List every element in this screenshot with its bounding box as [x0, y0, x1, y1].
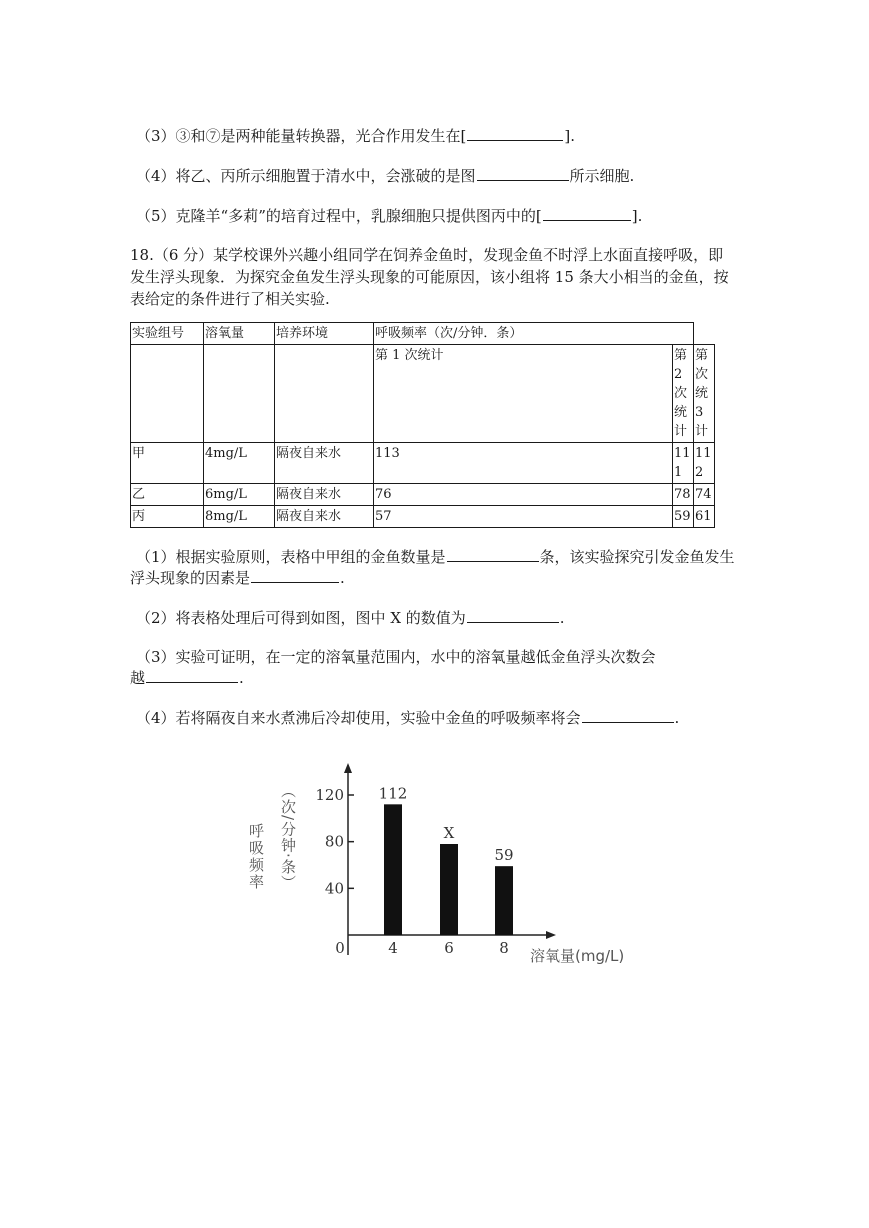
- x-tick-label: 8: [499, 939, 509, 957]
- y-tick-label: 40: [324, 879, 344, 898]
- header-oxygen-continued: [204, 345, 275, 443]
- cell-oxygen: 8mg/L: [204, 506, 275, 528]
- answer-blank[interactable]: [467, 608, 559, 623]
- q17-part4-text: （4）将乙、丙所示细胞置于清水中，会涨破的是图: [136, 167, 476, 185]
- q18-sub4-end: .: [674, 709, 680, 727]
- header-env-continued: [275, 345, 374, 443]
- q18-sub3-end: .: [239, 669, 244, 687]
- respiration-bar-chart: [247, 755, 670, 975]
- q17-part3-text: （3）③和⑦是两种能量转换器，光合作用发生在[: [136, 127, 467, 145]
- cell-stat-1: 57: [374, 506, 673, 528]
- cell-group: 乙: [131, 484, 204, 506]
- q18-sub3-text-b: 越: [130, 669, 146, 687]
- experiment-table: [130, 322, 715, 528]
- q18-sub4-text: （4）若将隔夜自来水煮沸后冷却使用，实验中金鱼的呼吸频率将会: [136, 709, 581, 727]
- cell-stat-3: 11 2: [694, 443, 715, 484]
- q17-part3-end: ].: [564, 127, 576, 145]
- q18-sub1-text: （1）根据实验原则，表格中甲组的金鱼数量是: [136, 548, 446, 566]
- q18-stem-line2: 发生浮头现象．为探究金鱼发生浮头现象的可能原因，该小组将 15 条大小相当的金鱼，按: [130, 268, 729, 286]
- header-group: 实验组号: [131, 323, 204, 345]
- q17-part4-end: 所示细胞.: [569, 167, 635, 185]
- answer-blank[interactable]: [447, 547, 539, 562]
- bar-6: [440, 844, 458, 935]
- data-label: X: [443, 824, 455, 842]
- q17-part3: [136, 125, 575, 146]
- header-environment: 培养环境: [275, 323, 374, 345]
- q18-sub1-text-b: 条，该实验探究引发金鱼发生: [539, 548, 735, 566]
- answer-blank[interactable]: [543, 206, 631, 221]
- y-axis-title: 呼吸频率: [247, 823, 265, 891]
- cell-oxygen: 4mg/L: [204, 443, 275, 484]
- cell-stat-1: 113: [374, 443, 673, 484]
- y-axis-arrow-icon: [344, 763, 352, 773]
- q18-sub2: [136, 607, 565, 628]
- q18-sub3-line1: （3）实验可证明，在一定的溶氧量范围内，水中的溶氧量越低金鱼浮头次数会: [136, 648, 656, 666]
- q18-sub2-text: （2）将表格处理后可得到如图，图中 X 的数值为: [136, 609, 466, 627]
- q18-sub4: [136, 707, 679, 728]
- q17-part4: [136, 165, 634, 186]
- cell-stat-1: 76: [374, 484, 673, 506]
- bar-8: [495, 866, 513, 935]
- header-empty-cell: [694, 323, 715, 345]
- origin-label: 0: [335, 939, 345, 957]
- table-row: [131, 484, 715, 506]
- q18-sub1-end: .: [340, 569, 345, 587]
- x-tick-label: 6: [444, 939, 454, 957]
- q17-part5: [136, 205, 642, 226]
- header-stat-2: 第 2 次 统 计: [673, 345, 694, 443]
- answer-blank[interactable]: [467, 126, 563, 141]
- cell-env: 隔夜自来水: [275, 506, 374, 528]
- x-axis-label: 溶氧量(mg/L): [530, 947, 625, 965]
- y-tick-label: 120: [315, 786, 344, 804]
- table-row: [131, 506, 715, 528]
- answer-blank[interactable]: [477, 166, 569, 181]
- data-label: 112: [378, 784, 408, 803]
- cell-env: 隔夜自来水: [275, 443, 374, 484]
- cell-oxygen: 6mg/L: [204, 484, 275, 506]
- cell-stat-2: 11 1: [673, 443, 694, 484]
- data-label: 59: [494, 846, 514, 865]
- y-tick-label: 80: [324, 832, 344, 851]
- header-stat-3: 第 次 统 3 计: [694, 345, 715, 443]
- header-oxygen: 溶氧量: [204, 323, 275, 345]
- q17-part5-end: ].: [631, 207, 643, 225]
- answer-blank[interactable]: [582, 708, 674, 723]
- cell-stat-3: 61: [694, 506, 715, 528]
- cell-group: 丙: [131, 506, 204, 528]
- bar-4: [384, 804, 402, 935]
- answer-blank[interactable]: [251, 568, 339, 583]
- q18-sub1-text-c: 浮头现象的因素是: [130, 569, 251, 587]
- cell-stat-2: 78: [673, 484, 694, 506]
- header-stat-1: 第 1 次统计: [374, 345, 673, 443]
- answer-blank[interactable]: [146, 668, 238, 683]
- q17-part5-text: （5）克隆羊“多莉”的培育过程中，乳腺细胞只提供图丙中的[: [136, 207, 542, 225]
- q18-sub1-line2: [130, 567, 345, 588]
- cell-group: 甲: [131, 443, 204, 484]
- y-axis-unit: （次/分钟·条）: [279, 783, 297, 891]
- header-respiration-rate: 呼吸频率（次/分钟．条）: [374, 323, 694, 345]
- cell-env: 隔夜自来水: [275, 484, 374, 506]
- cell-stat-3: 74: [694, 484, 715, 506]
- x-tick-label: 4: [388, 939, 398, 957]
- q18-sub1-line1: [136, 546, 735, 567]
- q18-sub3-line2: [130, 667, 244, 688]
- table-row: [131, 443, 715, 484]
- x-axis-arrow-icon: [546, 931, 556, 939]
- q18-stem-line3: 表给定的条件进行了相关实验.: [130, 290, 330, 308]
- cell-stat-2: 59: [673, 506, 694, 528]
- q18-stem-line1: 18.（6 分）某学校课外兴趣小组同学在饲养金鱼时，发现金鱼不时浮上水面直接呼吸，即: [130, 246, 724, 264]
- header-group-continued: [131, 345, 204, 443]
- q18-sub2-end: .: [559, 609, 565, 627]
